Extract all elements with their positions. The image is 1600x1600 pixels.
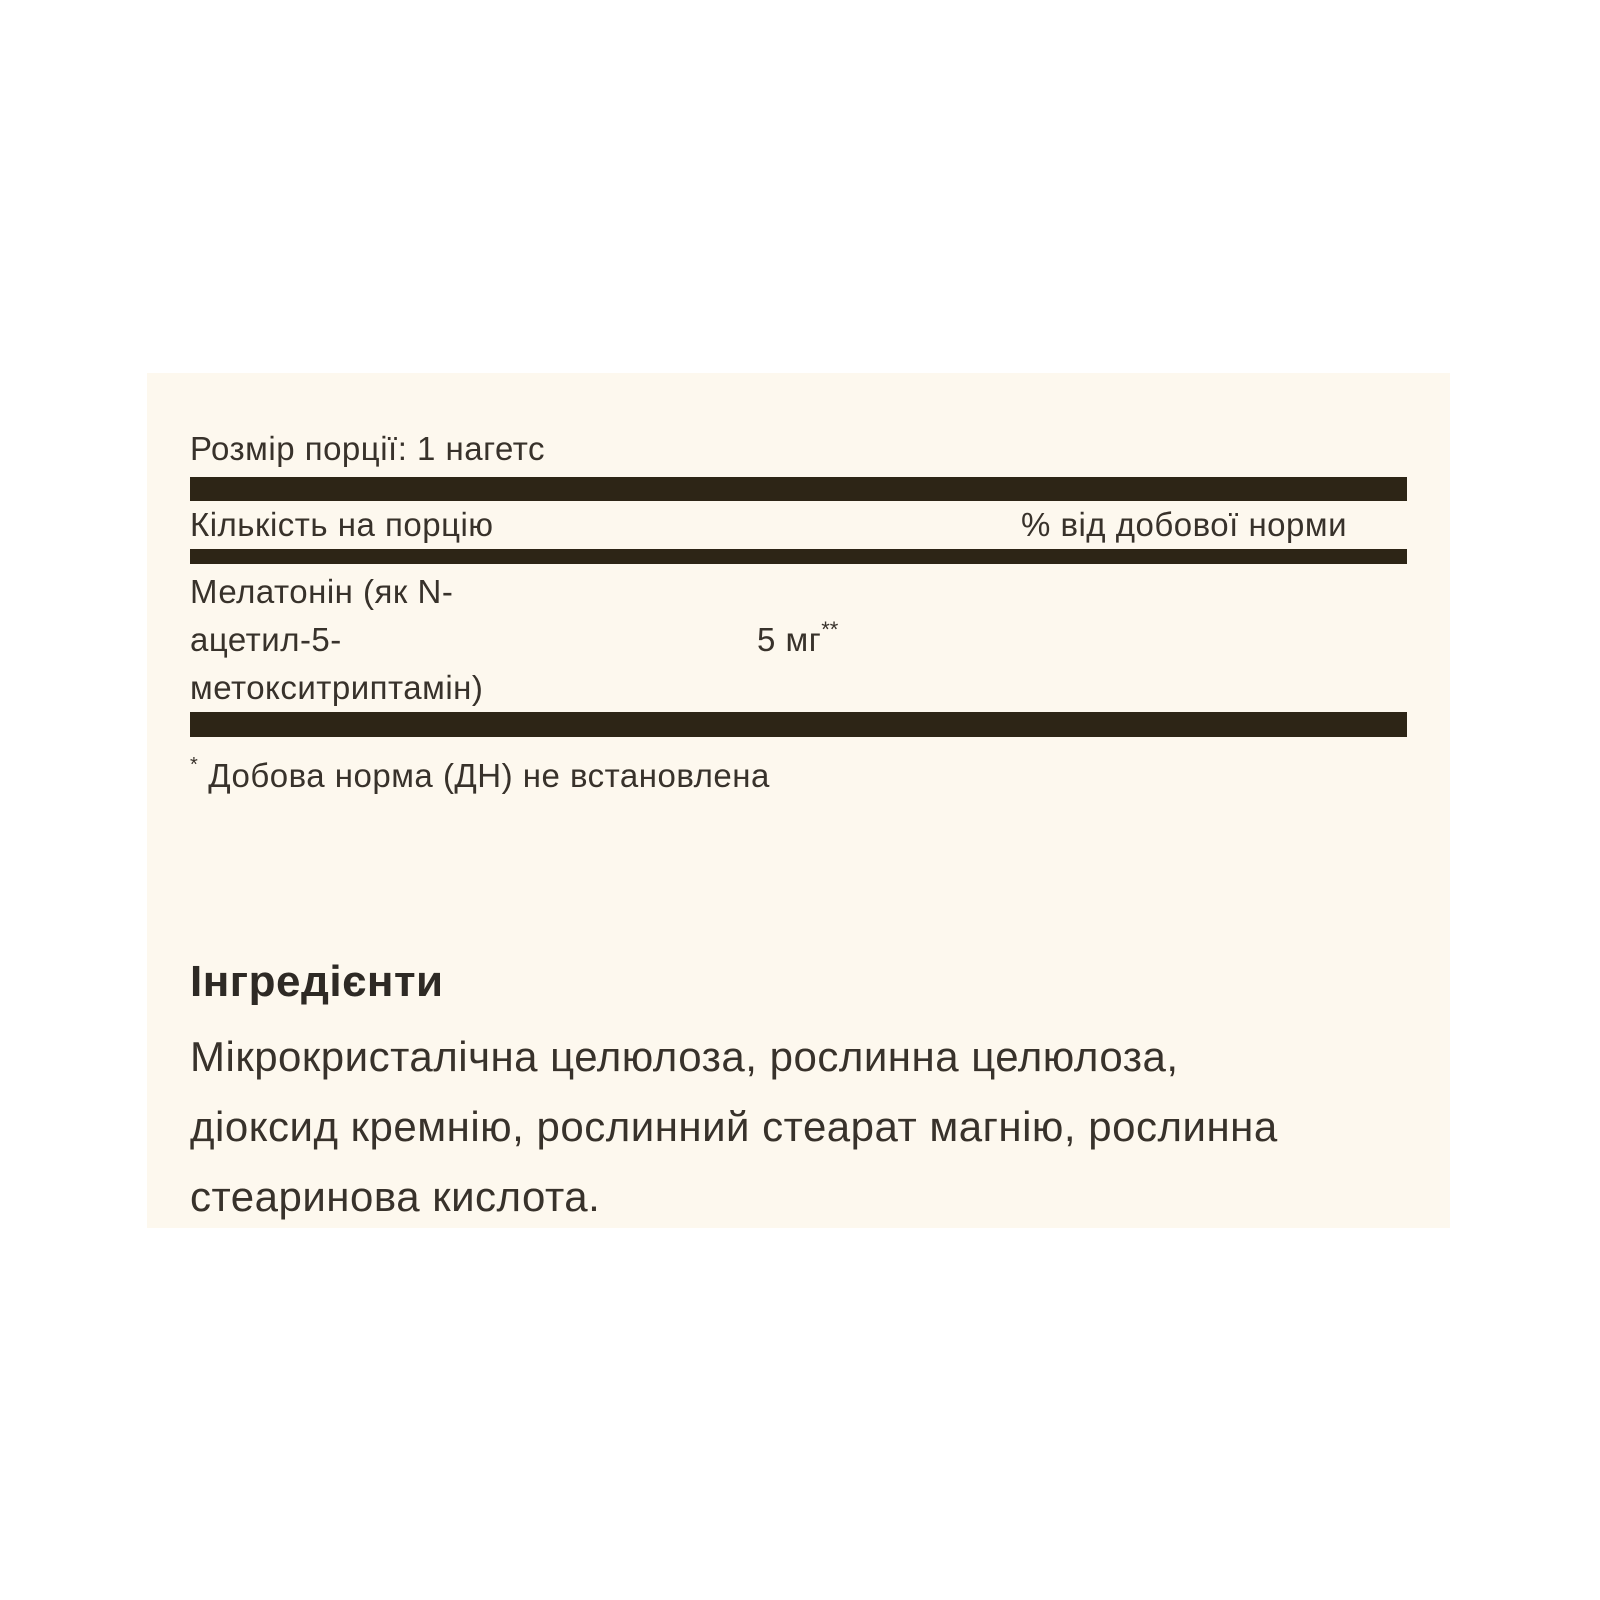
footnote-asterisk: * xyxy=(190,754,199,776)
ingredients-line: стеаринова кислота. xyxy=(190,1173,601,1220)
nutrient-row-melatonin xyxy=(190,564,1407,712)
nutrient-amount xyxy=(757,617,838,659)
divider-bar-top xyxy=(190,477,1407,501)
footnote xyxy=(190,745,1407,796)
nutrient-name-line: ацетил-5- xyxy=(190,621,342,658)
divider-bar-bottom xyxy=(190,712,1407,737)
nutrient-amount-value: 5 мг xyxy=(757,621,822,658)
ingredients-text xyxy=(190,1022,1407,1232)
serving-size-text: Розмір порції: 1 нагетс xyxy=(190,430,545,467)
ingredients-line: Мікрокристалічна целюлоза, рослинна целюлоза, xyxy=(190,1033,1179,1080)
amount-per-serving-label: Кількість на порцію xyxy=(190,506,494,543)
footnote-text: Добова норма (ДН) не встановлена xyxy=(208,757,770,794)
nutrient-amount-asterisks: ** xyxy=(821,617,839,642)
nutrient-name-line: метокситриптамін) xyxy=(190,669,484,706)
divider-bar-header xyxy=(190,549,1407,564)
daily-value-label: % від добової норми xyxy=(1020,506,1347,543)
facts-header-row xyxy=(190,501,1407,549)
ingredients-line: діоксид кремнію, рослинний стеарат магнію, рослинна xyxy=(190,1103,1278,1150)
supplement-facts-panel xyxy=(147,373,1450,1228)
ingredients-heading: Інгредієнти xyxy=(190,957,444,1006)
nutrient-name-line: Мелатонін (як N- xyxy=(190,573,454,610)
